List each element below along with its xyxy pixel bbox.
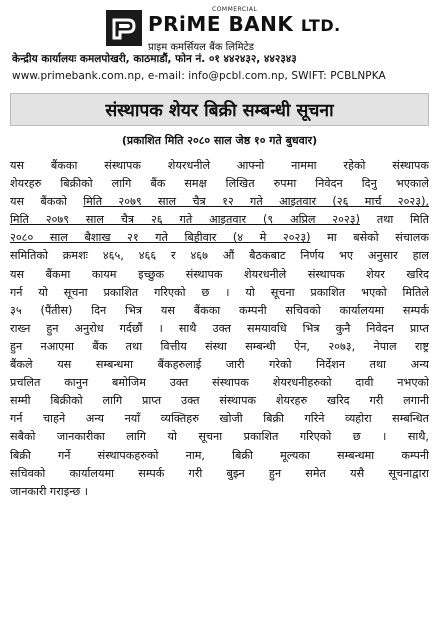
underlined-date: मिति २०७९ साल चैत्र २६ गते आइतवार (९ अप्रिल २०२३) <box>10 213 360 227</box>
body-text-segment: यस बैंकको <box>10 195 84 209</box>
body-text-segment: तथा मिति <box>359 213 429 227</box>
underlined-date: २०८० साल बैशाख २१ गते बिहीवार (४ मे २०२३) <box>10 231 311 245</box>
head-office-address: केन्द्रीय कार्यालयः कमलपोखरी, काठमाडौं, फोन नं. ०१ ४४२४३२, ४४२३४३ <box>12 53 297 65</box>
body-line: बिक्री गर्ने संस्थापकहरुको नाम, बिक्री मूल्यका सम्बन्धमा कम्पनी <box>10 448 429 462</box>
body-line: प्रचलित कानुन बमोजिम उक्त संस्थापक शेयरधनीहरुको दावी नभएको <box>10 376 429 390</box>
published-date: (प्रकाशित मिति २०८० साल जेष्ठ १० गते बुधवार) <box>121 134 318 147</box>
brand-suffix: LTD. <box>300 16 341 35</box>
body-text-segment: मा बसेको संचालक <box>310 231 429 245</box>
body-line: ३५ (पैंतीस) दिन भित्र यस बैंकका कम्पनी सचिवको कार्यालयमा सम्पर्क <box>10 303 429 317</box>
body-line: बैंकले यस सम्बन्धमा बैंकहरुलाई जारी गरेको निर्देशन तथा अन्य <box>10 358 429 372</box>
body-line <box>10 211 429 229</box>
brand-nepali-name: प्राइम कमर्सियल बैंक लिमिटेड <box>148 42 255 53</box>
commercial-label: COMMERCIAL <box>212 6 258 13</box>
notice-body <box>10 157 429 501</box>
body-line <box>10 193 429 211</box>
body-line: हुन नआएमा बैंक तथा वित्तीय संस्था सम्बन्धी ऐन, २०७३, नेपाल राष्ट्र <box>10 339 429 353</box>
body-line: जानकारी गराइन्छ । <box>10 484 89 498</box>
letterhead <box>0 0 439 86</box>
body-line: सबैको जानकारीका लागि यो सूचना प्रकाशित गरिएको छ । साथै, <box>10 430 429 444</box>
body-line: सम्मी बिक्रीको लागि प्राप्त उक्त संस्थापक शेयरहरु खरिद गरी लगानी <box>10 394 429 408</box>
contact-line: www.primebank.com.np, e-mail: info@pcbl.com.np, SWIFT: PCBLNPKA <box>12 70 386 82</box>
body-line <box>10 229 429 247</box>
brand-name-text: PRiME BANK <box>148 12 294 36</box>
notice-title-bar <box>10 93 429 126</box>
body-line: समितिको क्रमशः ४६५, ४६६ र ४६७ औं बैठकबाट निर्णय भए अनुसार हाल <box>10 249 429 263</box>
prime-bank-logo-icon <box>106 10 142 46</box>
underlined-date: मिति २०७९ साल चैत्र १२ गते आइतवार (२६ मार्च २०२३), <box>83 195 429 209</box>
body-line: गर्न चाहने अन्य नयाँ व्यक्तिहरु खोजी बिक्री गरिने व्यहोरा सम्बन्धित <box>10 412 429 426</box>
body-line: यस बैंकमा कायम इच्छुक संस्थापक शेयरधनीले संस्थापक शेयर खरिद <box>10 267 429 281</box>
body-line: राख्न हुन अनुरोध गर्दछौं । साथै उक्त समयावधि भित्र कुनै निवेदन प्राप्त <box>10 321 429 335</box>
body-line: सचिवको कार्यालयमा सम्पर्क गरी बुझ्न हुन समेत यसै सूचनाद्वारा <box>10 466 429 480</box>
brand-name <box>148 12 341 36</box>
body-line: गर्न यो सूचना प्रकाशित गरिएको छ । यो सूचना प्रकाशित भएको मितिले <box>10 285 429 299</box>
body-line: यस बैंकका संस्थापक शेयरधनीले आफ्नो नाममा रहेको संस्थापक <box>10 159 429 172</box>
notice-title: संस्थापक शेयर बिक्री सम्बन्धी सूचना <box>105 100 334 121</box>
body-line: शेयरहरु बिक्रीको लागि बैंक समक्ष लिखित रुपमा निवेदन दिनु भएकाले <box>10 177 429 191</box>
